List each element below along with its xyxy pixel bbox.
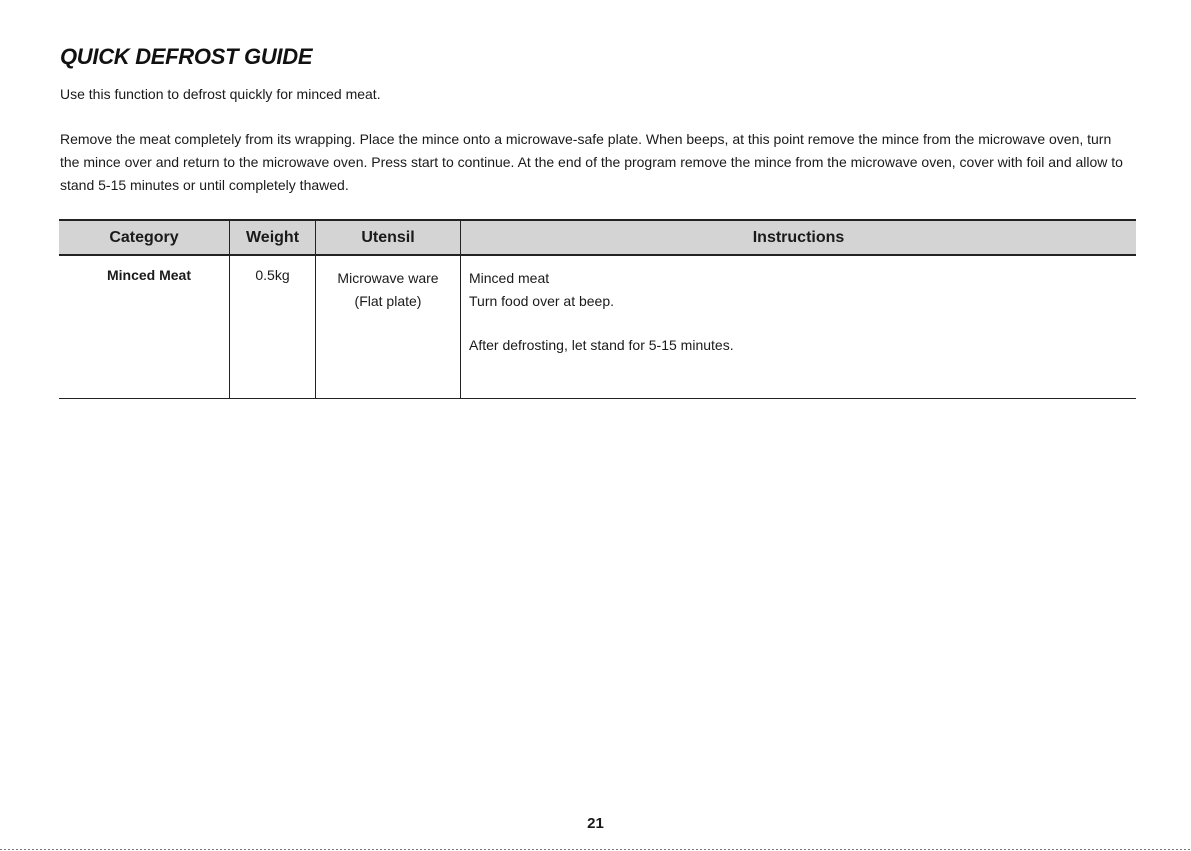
- instruction-line: After defrosting, let stand for 5-15 minutes.: [469, 337, 734, 353]
- instructions-cell: [461, 255, 1137, 399]
- instruction-line: Minced meat: [469, 270, 550, 286]
- utensil-cell: [316, 255, 461, 399]
- category-cell: Minced Meat: [59, 255, 230, 399]
- utensil-line: Microwave ware: [337, 270, 439, 286]
- header-utensil: Utensil: [316, 220, 461, 255]
- header-weight: Weight: [230, 220, 316, 255]
- table-row: [59, 255, 1136, 399]
- spacer: [469, 313, 1136, 334]
- table-header-row: [59, 220, 1136, 255]
- defrost-guide-table: [59, 219, 1136, 399]
- page-number: 21: [587, 815, 604, 832]
- weight-cell: 0.5kg: [230, 255, 316, 399]
- instructions-paragraph: Remove the meat completely from its wrapping. Place the mince onto a microwave-safe plate. When beeps, at this point remove the mince from the microwave oven, turn the mince over and return to the microwave oven. Press start to continue. At the end of the program remove the mince from the microwave oven, cover with foil and allow to stand 5-15 minutes or until completely thawed.: [60, 131, 1123, 193]
- utensil-line: (Flat plate): [354, 293, 422, 309]
- header-category: Category: [59, 220, 230, 255]
- header-instructions: Instructions: [461, 220, 1137, 255]
- instruction-line: Turn food over at beep.: [469, 293, 615, 309]
- intro-text: Use this function to defrost quickly for minced meat.: [60, 86, 381, 102]
- page-title: QUICK DEFROST GUIDE: [60, 44, 313, 69]
- bottom-divider: [0, 849, 1191, 850]
